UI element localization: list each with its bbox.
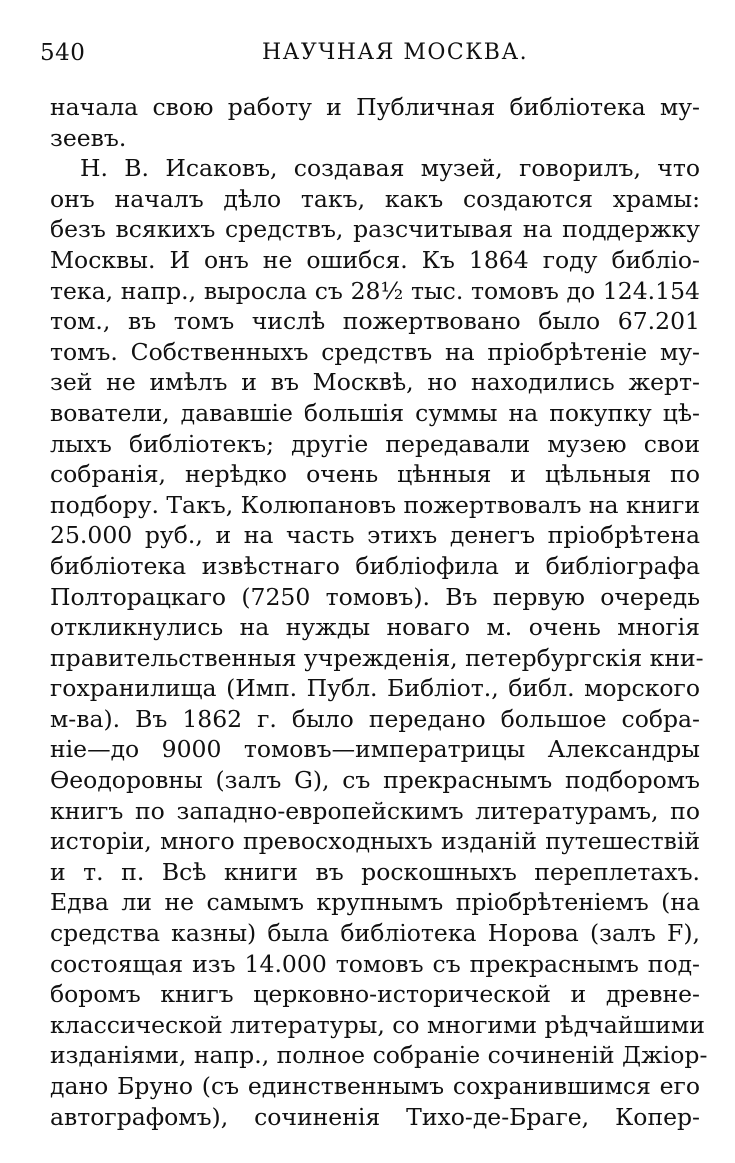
text-line: средства казны) была библіотека Норова (залъ F), [50, 919, 700, 948]
text-line: том., въ томъ числѣ пожертвовано было 67.201 [50, 307, 700, 336]
text-line: зей не имѣлъ и въ Москвѣ, но находились жерт- [50, 368, 700, 397]
text-line: откликнулись на нужды новаго м. очень многія [50, 613, 700, 642]
text-line: томъ. Собственныхъ средствъ на пріобрѣтеніе му- [50, 337, 700, 366]
text-line: подбору. Такъ, Колюпановъ пожертвовалъ на книги [50, 490, 700, 519]
text-line: ніе—до 9000 томовъ—императрицы Александры [50, 735, 700, 764]
text-line: Москвы. И онъ не ошибся. Къ 1864 году библіо- [50, 245, 700, 274]
text-line: Ѳеодоровны (залъ G), съ прекраснымъ подборомъ [50, 766, 700, 795]
text-line: и т. п. Всѣ книги въ роскошныхъ переплетахъ. [50, 857, 700, 886]
text-line: 25.000 руб., и на часть этихъ денегъ пріобрѣтена [50, 521, 700, 550]
text-line: дано Бруно (съ единственнымъ сохранившимся его [50, 1072, 700, 1100]
text-line: онъ началъ дѣло такъ, какъ создаются храмы: [50, 184, 700, 213]
text-line: собранія, нерѣдко очень цѣнныя и цѣльныя по [50, 460, 700, 489]
text-line: тека, напр., выросла съ 28½ тыс. томовъ до 124.154 [50, 276, 700, 305]
text-line: библіотека извѣстнаго библіофила и библіографа [50, 551, 700, 580]
text-line: правительственныя учрежденія, петербургскія кни- [50, 643, 704, 672]
text-line: лыхъ библіотекъ; другіе передавали музею свои [50, 429, 700, 458]
running-title: НАУЧНАЯ МОСКВА. [262, 40, 529, 65]
text-line: состоящая изъ 14.000 томовъ съ прекраснымъ под- [50, 949, 700, 978]
text-line: Едва ли не самымъ крупнымъ пріобрѣтеніемъ (на [50, 888, 700, 917]
text-line: вователи, дававшіе большія суммы на покупку цѣ- [50, 398, 700, 427]
text-line: м-ва). Въ 1862 г. было передано большое собра- [50, 704, 700, 733]
text-line: начала свою работу и Публичная библіотека му- [50, 93, 700, 121]
text-line: гохранилища (Имп. Публ. Библіот., библ. морского [50, 674, 700, 703]
text-line: безъ всякихъ средствъ, разсчитывая на поддержку [50, 215, 700, 244]
text-line: классической литературы, со многими рѣдчайшими [50, 1010, 705, 1039]
text-line: изданіями, напр., полное собраніе сочиненій Джіор- [50, 1041, 708, 1070]
text-line: Полторацкаго (7250 томовъ). Въ первую очередь [50, 582, 700, 611]
text-line: автографомъ), сочиненія Тихо-де-Браге, Копер- [50, 1102, 700, 1131]
body-text [50, 92, 708, 1132]
text-line: книгъ по западно-европейскимъ литературамъ, по [50, 796, 700, 825]
text-line: боромъ книгъ церковно-исторической и древне- [50, 980, 700, 1009]
paragraph-first-line: Н. В. Исаковъ, создавая музей, говорилъ, что [80, 154, 700, 183]
text-line: зеевъ. [50, 123, 127, 152]
page-header [40, 36, 700, 76]
page-number: 540 [40, 40, 86, 66]
text-line: исторіи, много превосходныхъ изданій путешествій [50, 827, 700, 856]
